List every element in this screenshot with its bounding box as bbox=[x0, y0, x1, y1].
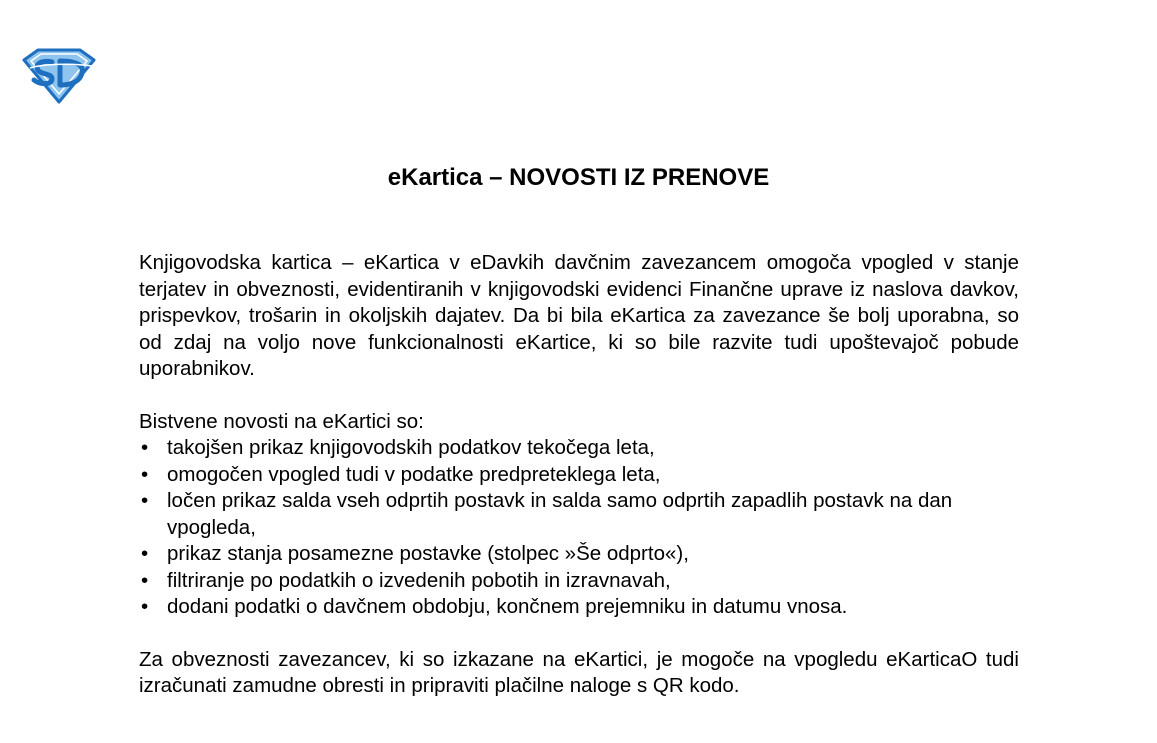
closing-paragraph: Za obveznosti zavezancev, ki so izkazane na eKartici, je mogoče na vpogledu eKarticaO tudi izračunati zamudne obresti in pripraviti plačilne naloge s QR kodo. bbox=[139, 647, 1019, 697]
intro-paragraph: Knjigovodska kartica – eKartica v eDavkih davčnim zavezancem omogoča vpogled v stanje terjatev in obveznosti, evidentiranih v knjigovodski evidenci Finančne uprave iz naslova davkov, prispevkov, trošarin in okoljskih dajatev. Da bi bila eKartica za zavezance še bolj uporabna, so od zdaj na voljo nove funkcionalnosti eKartice, ki so bile razvite tudi upoštevajoč pobude uporabnikov. bbox=[139, 251, 1019, 380]
list-item: • filtriranje po podatkih o izvedenih pobotih in izravnavah, bbox=[139, 568, 1019, 595]
list-item: • prikaz stanja posamezne postavke (stolpec »Še odprto«), bbox=[139, 541, 1019, 568]
list-heading: Bistvene novosti na eKartici so: bbox=[139, 409, 424, 433]
list-item: • ločen prikaz salda vseh odprtih postavk in salda samo odprtih zapadlih postavk na dan vpogleda, bbox=[139, 488, 1019, 541]
novelties-list bbox=[139, 435, 1019, 621]
list-item: • takojšen prikaz knjigovodskih podatkov tekočega leta, bbox=[139, 435, 1019, 462]
sd-logo-icon bbox=[22, 48, 96, 104]
list-item: • dodani podatki o davčnem obdobju, končnem prejemniku in datumu vnosa. bbox=[139, 594, 1019, 621]
document-body bbox=[139, 250, 1019, 700]
list-item: • omogočen vpogled tudi v podatke predpreteklega leta, bbox=[139, 462, 1019, 489]
document-title: eKartica – NOVOSTI IZ PRENOVE bbox=[387, 164, 770, 191]
